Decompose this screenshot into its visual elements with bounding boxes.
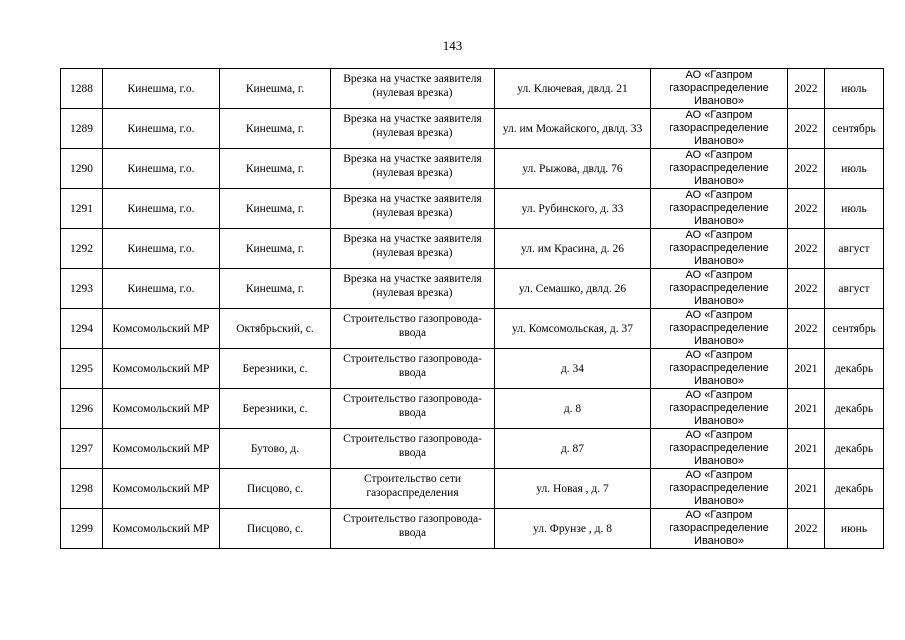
table-row <box>61 189 884 229</box>
table-row <box>61 349 884 389</box>
month-cell: июль <box>825 149 884 189</box>
locality-cell: Березники, с. <box>220 349 331 389</box>
month-cell: июль <box>825 69 884 109</box>
operator-cell: АО «Газпром газораспределение Иваново» <box>651 349 788 389</box>
district-cell: Кинешма, г.о. <box>103 149 220 189</box>
operator-cell: АО «Газпром газораспределение Иваново» <box>651 509 788 549</box>
year-cell: 2022 <box>788 189 825 229</box>
work-type-cell: Строительство газопровода-ввода <box>331 309 495 349</box>
address-cell: ул. Рубинского, д. 33 <box>495 189 651 229</box>
table-row <box>61 269 884 309</box>
locality-cell: Кинешма, г. <box>220 189 331 229</box>
table-row <box>61 509 884 549</box>
operator-cell: АО «Газпром газораспределение Иваново» <box>651 149 788 189</box>
year-cell: 2022 <box>788 109 825 149</box>
locality-cell: Кинешма, г. <box>220 149 331 189</box>
month-cell: июль <box>825 189 884 229</box>
month-cell: декабрь <box>825 469 884 509</box>
table-row <box>61 469 884 509</box>
district-cell: Комсомольский МР <box>103 469 220 509</box>
year-cell: 2022 <box>788 269 825 309</box>
locality-cell: Кинешма, г. <box>220 269 331 309</box>
address-cell: ул. им Можайского, двлд. 33 <box>495 109 651 149</box>
work-type-cell: Врезка на участке заявителя (нулевая врезка) <box>331 149 495 189</box>
operator-cell: АО «Газпром газораспределение Иваново» <box>651 189 788 229</box>
address-cell: ул. Рыжова, двлд. 76 <box>495 149 651 189</box>
row-number: 1289 <box>61 109 103 149</box>
district-cell: Кинешма, г.о. <box>103 189 220 229</box>
row-number: 1291 <box>61 189 103 229</box>
address-cell: д. 8 <box>495 389 651 429</box>
month-cell: сентябрь <box>825 309 884 349</box>
table-row <box>61 389 884 429</box>
address-cell: ул. Новая , д. 7 <box>495 469 651 509</box>
district-cell: Кинешма, г.о. <box>103 109 220 149</box>
row-number: 1290 <box>61 149 103 189</box>
row-number: 1288 <box>61 69 103 109</box>
work-type-cell: Строительство газопровода-ввода <box>331 389 495 429</box>
table-row <box>61 309 884 349</box>
year-cell: 2021 <box>788 389 825 429</box>
table-body <box>61 69 884 549</box>
page-number: 143 <box>442 38 463 53</box>
locality-cell: Березники, с. <box>220 389 331 429</box>
locality-cell: Бутово, д. <box>220 429 331 469</box>
table-row <box>61 429 884 469</box>
row-number: 1292 <box>61 229 103 269</box>
year-cell: 2022 <box>788 69 825 109</box>
month-cell: декабрь <box>825 389 884 429</box>
district-cell: Комсомольский МР <box>103 389 220 429</box>
district-cell: Кинешма, г.о. <box>103 229 220 269</box>
operator-cell: АО «Газпром газораспределение Иваново» <box>651 389 788 429</box>
address-cell: ул. Ключевая, двлд. 21 <box>495 69 651 109</box>
month-cell: август <box>825 269 884 309</box>
district-cell: Комсомольский МР <box>103 309 220 349</box>
year-cell: 2022 <box>788 229 825 269</box>
row-number: 1298 <box>61 469 103 509</box>
year-cell: 2021 <box>788 349 825 389</box>
year-cell: 2022 <box>788 309 825 349</box>
table-row <box>61 229 884 269</box>
address-cell: ул. Семашко, двлд. 26 <box>495 269 651 309</box>
work-type-cell: Строительство газопровода-ввода <box>331 349 495 389</box>
address-cell: д. 87 <box>495 429 651 469</box>
address-cell: ул. Комсомольская, д. 37 <box>495 309 651 349</box>
month-cell: декабрь <box>825 349 884 389</box>
district-cell: Кинешма, г.о. <box>103 269 220 309</box>
row-number: 1296 <box>61 389 103 429</box>
address-cell: д. 34 <box>495 349 651 389</box>
operator-cell: АО «Газпром газораспределение Иваново» <box>651 429 788 469</box>
work-type-cell: Врезка на участке заявителя (нулевая врезка) <box>331 269 495 309</box>
month-cell: декабрь <box>825 429 884 469</box>
work-type-cell: Врезка на участке заявителя (нулевая врезка) <box>331 229 495 269</box>
locality-cell: Кинешма, г. <box>220 109 331 149</box>
row-number: 1297 <box>61 429 103 469</box>
address-cell: ул. Фрунзе , д. 8 <box>495 509 651 549</box>
operator-cell: АО «Газпром газораспределение Иваново» <box>651 229 788 269</box>
district-cell: Кинешма, г.о. <box>103 69 220 109</box>
year-cell: 2021 <box>788 469 825 509</box>
month-cell: июнь <box>825 509 884 549</box>
month-cell: сентябрь <box>825 109 884 149</box>
row-number: 1295 <box>61 349 103 389</box>
district-cell: Комсомольский МР <box>103 509 220 549</box>
locality-cell: Октябрьский, с. <box>220 309 331 349</box>
locality-cell: Кинешма, г. <box>220 229 331 269</box>
operator-cell: АО «Газпром газораспределение Иваново» <box>651 69 788 109</box>
work-type-cell: Врезка на участке заявителя (нулевая врезка) <box>331 109 495 149</box>
year-cell: 2022 <box>788 509 825 549</box>
month-cell: август <box>825 229 884 269</box>
row-number: 1294 <box>61 309 103 349</box>
district-cell: Комсомольский МР <box>103 429 220 469</box>
operator-cell: АО «Газпром газораспределение Иваново» <box>651 309 788 349</box>
work-type-cell: Строительство газопровода-ввода <box>331 429 495 469</box>
table-row <box>61 149 884 189</box>
work-type-cell: Строительство газопровода-ввода <box>331 509 495 549</box>
gasification-table <box>60 68 884 549</box>
row-number: 1293 <box>61 269 103 309</box>
address-cell: ул. им Красина, д. 26 <box>495 229 651 269</box>
row-number: 1299 <box>61 509 103 549</box>
year-cell: 2022 <box>788 149 825 189</box>
work-type-cell: Строительство сети газораспределения <box>331 469 495 509</box>
district-cell: Комсомольский МР <box>103 349 220 389</box>
locality-cell: Писцово, с. <box>220 469 331 509</box>
operator-cell: АО «Газпром газораспределение Иваново» <box>651 109 788 149</box>
operator-cell: АО «Газпром газораспределение Иваново» <box>651 469 788 509</box>
table-row <box>61 69 884 109</box>
year-cell: 2021 <box>788 429 825 469</box>
work-type-cell: Врезка на участке заявителя (нулевая врезка) <box>331 189 495 229</box>
operator-cell: АО «Газпром газораспределение Иваново» <box>651 269 788 309</box>
locality-cell: Кинешма, г. <box>220 69 331 109</box>
work-type-cell: Врезка на участке заявителя (нулевая врезка) <box>331 69 495 109</box>
locality-cell: Писцово, с. <box>220 509 331 549</box>
table-row <box>61 109 884 149</box>
